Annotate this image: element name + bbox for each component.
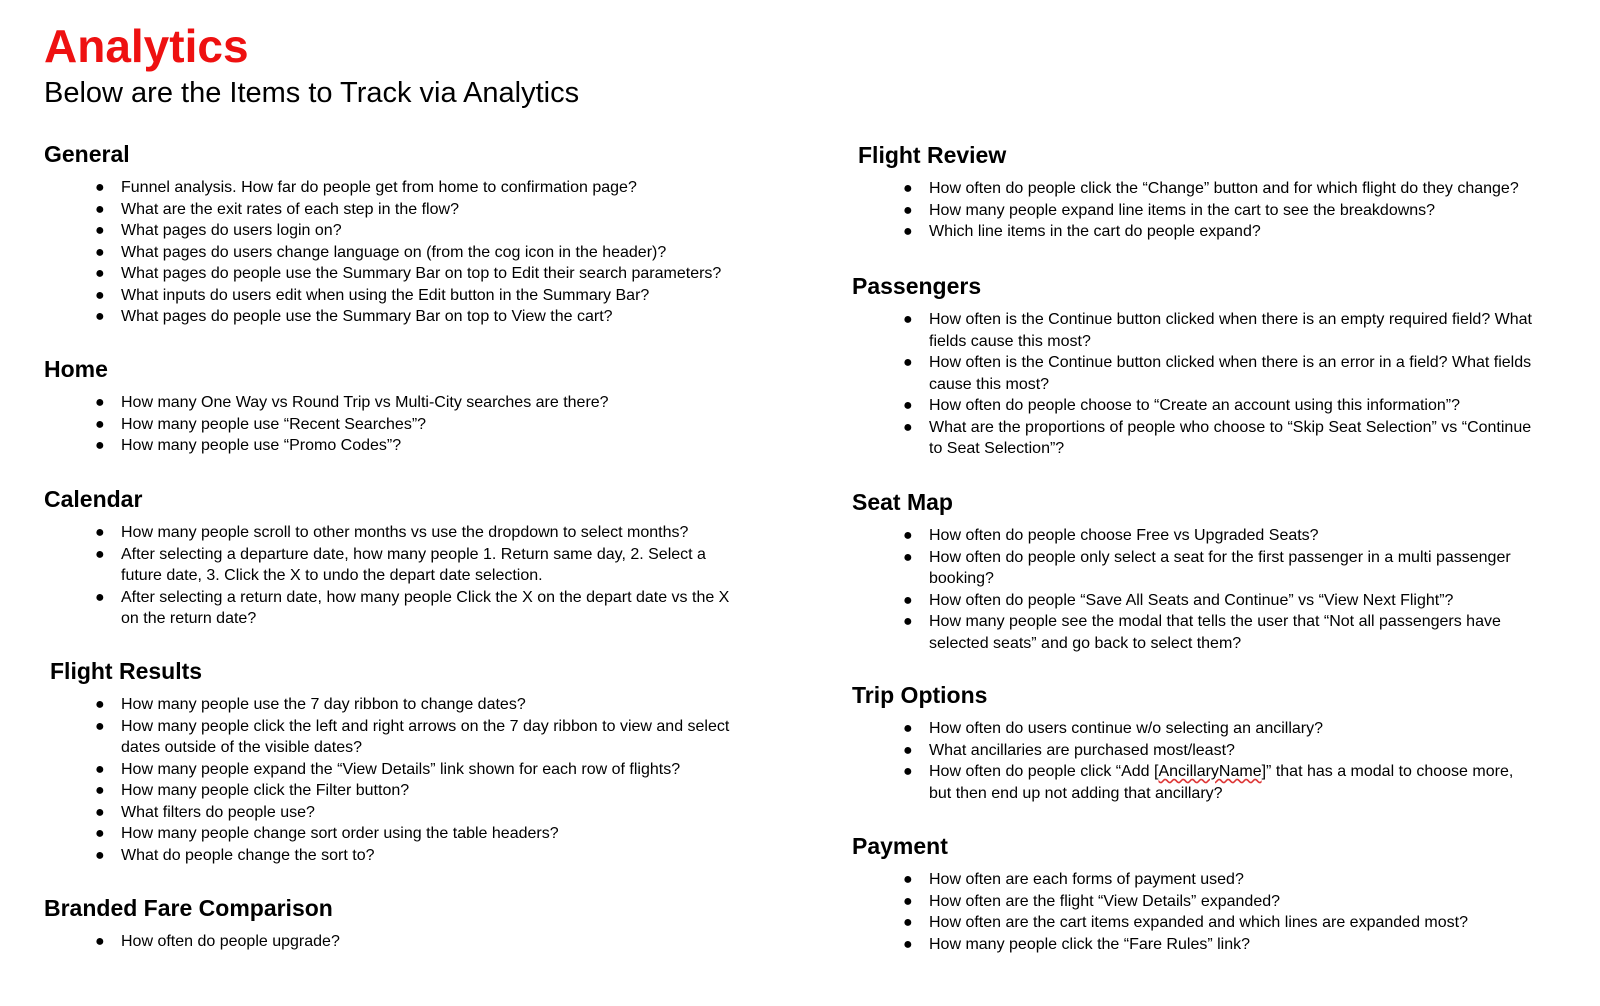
bullet-icon: ● [95,286,105,304]
bullet-icon: ● [903,914,913,931]
bullet-icon: ● [95,243,105,261]
list-item: ● How often do people “Save All Seats and Continue” vs “View Next Flight”? [852,590,1532,612]
list-item: ● How many people use “Recent Searches”? [44,414,764,436]
section-heading: Branded Fare Comparison [44,895,333,921]
list-item: ● How often are the cart items expanded and which lines are expanded most? [852,912,1532,934]
section-passengers [852,271,1532,460]
section-branded-fare [44,893,764,953]
bullet-list [44,522,734,630]
list-item: ● How often do people upgrade? [44,931,764,953]
section-heading: Flight Review [858,142,1007,168]
bullet-icon: ● [903,354,913,371]
bullet-icon: ● [95,588,105,606]
bullet-icon: ● [903,892,913,910]
list-item: ● What pages do people use the Summary Bar on top to View the cart? [44,306,764,328]
list-item: ● How often do people choose to “Create an account using this information”? [852,395,1532,417]
bullet-icon: ● [95,394,105,411]
list-item: ● How many people click the left and right arrows on the 7 day ribbon to view and select dates outside of the visible dates? [95,717,730,756]
bullet-icon: ● [95,222,105,239]
bullet-icon: ● [95,846,105,864]
bullet-icon: ● [95,825,105,842]
list-item: ● How many people click the Filter button? [44,780,734,802]
section-payment [852,831,1532,955]
bullet-list [852,869,1532,955]
bullet-icon: ● [95,265,105,282]
list-item: ● What pages do users login on? [44,220,764,242]
list-item: ● How often are each forms of payment used? [852,869,1532,891]
list-item: ● How many people see the modal that tells the user that “Not all passengers have selected seats” and go back to select them? [903,613,1501,652]
bullet-icon: ● [903,180,913,197]
bullet-list [852,525,1532,654]
bullet-list [44,392,764,457]
bullet-icon: ● [95,308,105,325]
section-flight-review [852,140,1542,243]
bullet-list [852,309,1532,460]
list-item: ● How many people use “Promo Codes”? [44,435,764,457]
bullet-icon: ● [903,591,913,609]
bullet-icon: ● [903,935,913,953]
bullet-icon: ● [903,871,913,888]
bullet-icon: ● [903,201,913,219]
list-item: ● How many people click the “Fare Rules” link? [852,934,1532,956]
bullet-icon: ● [95,782,105,799]
list-item: ● What are the proportions of people who choose to “Skip Seat Selection” vs “Continue to Seat Selection”? [903,418,1532,457]
section-flight-results [44,656,734,866]
list-item: ● After selecting a return date, how many people Click the X on the depart date vs the X on the return date? [95,588,730,627]
bullet-icon: ● [95,696,105,713]
section-calendar [44,484,734,630]
bullet-icon: ● [903,418,913,436]
list-item: ● How often is the Continue button clicked when there is an empty required field? What fields cause this most? [903,311,1532,350]
bullet-list [852,178,1542,243]
section-heading: Trip Options [852,682,988,708]
list-item: ● What pages do people use the Summary Bar on top to Edit their search parameters? [44,263,764,285]
list-item: ● How many One Way vs Round Trip vs Multi-City searches are there? [44,392,764,414]
bullet-icon: ● [95,524,105,541]
page-subtitle: Below are the Items to Track via Analytics [44,77,580,109]
section-heading: Payment [852,833,948,859]
bullet-icon: ● [903,397,913,414]
bullet-list [44,177,764,328]
bullet-icon: ● [95,933,105,950]
list-item: ● How often do users continue w/o selecting an ancillary? [852,718,1532,740]
bullet-icon: ● [903,527,913,544]
bullet-icon: ● [903,548,913,566]
bullet-icon: ● [95,415,105,433]
bullet-icon: ● [95,717,105,735]
section-trip-options [852,680,1532,804]
list-item: ● How many people use the 7 day ribbon to change dates? [44,694,734,716]
list-item: ● How often do people choose Free vs Upgraded Seats? [852,525,1532,547]
list-item: ● What filters do people use? [44,802,734,824]
section-seat-map [852,487,1532,654]
bullet-icon: ● [95,437,105,454]
bullet-icon: ● [903,763,913,780]
bullet-icon: ● [903,311,913,328]
section-heading: Seat Map [852,489,953,515]
bullet-icon: ● [95,545,105,563]
section-general [44,139,764,328]
list-item: ● How many people expand the “View Details” link shown for each row of flights? [44,759,734,781]
bullet-icon: ● [95,803,105,821]
list-item: ● Which line items in the cart do people expand? [852,221,1542,243]
bullet-list [44,694,734,866]
list-item: ● After selecting a departure date, how many people 1. Return same day, 2. Select a future date, 3. Click the X to undo the depart date selection. [95,545,706,584]
section-heading: Flight Results [50,658,203,684]
section-home [44,354,764,457]
list-item: ● What pages do users change language on (from the cog icon in the header)? [44,242,764,264]
list-item: ● How often are the flight “View Details” expanded? [852,891,1532,913]
bullet-icon: ● [95,200,105,218]
list-item: ● How often do people click “Add [AncillaryName]” that has a modal to choose more, but then end up not adding that ancillary? [903,763,1514,802]
list-item: ● What are the exit rates of each step in the flow? [44,199,764,221]
bullet-list [852,718,1532,804]
list-item: ● How many people scroll to other months vs use the dropdown to select months? [44,522,734,544]
section-heading: Home [44,356,108,382]
page-title: Analytics [44,20,249,72]
section-heading: Passengers [852,273,982,299]
section-heading: Calendar [44,486,143,512]
list-item: ● What ancillaries are purchased most/least? [852,740,1532,762]
list-item: ● What do people change the sort to? [44,845,734,867]
bullet-list [44,931,764,953]
bullet-icon: ● [903,720,913,737]
list-item: ● How often do people only select a seat for the first passenger in a multi passenger booking? [903,548,1511,587]
list-item: ● How many people expand line items in the cart to see the breakdowns? [852,200,1542,222]
list-item: ● Funnel analysis. How far do people get from home to confirmation page? [44,177,764,199]
bullet-icon: ● [95,179,105,196]
list-item: ● How often do people click the “Change” button and for which flight do they change? [852,178,1542,200]
list-item: ● How many people change sort order using the table headers? [44,823,734,845]
section-heading: General [44,141,130,167]
spellcheck-marked-word: AncillaryName [1158,763,1262,780]
bullet-icon: ● [903,613,913,630]
bullet-icon: ● [95,760,105,778]
bullet-icon: ● [903,741,913,759]
list-item: ● What inputs do users edit when using the Edit button in the Summary Bar? [44,285,764,307]
list-item: ● How often is the Continue button clicked when there is an error in a field? What fields cause this most? [903,354,1532,393]
bullet-icon: ● [903,223,913,240]
